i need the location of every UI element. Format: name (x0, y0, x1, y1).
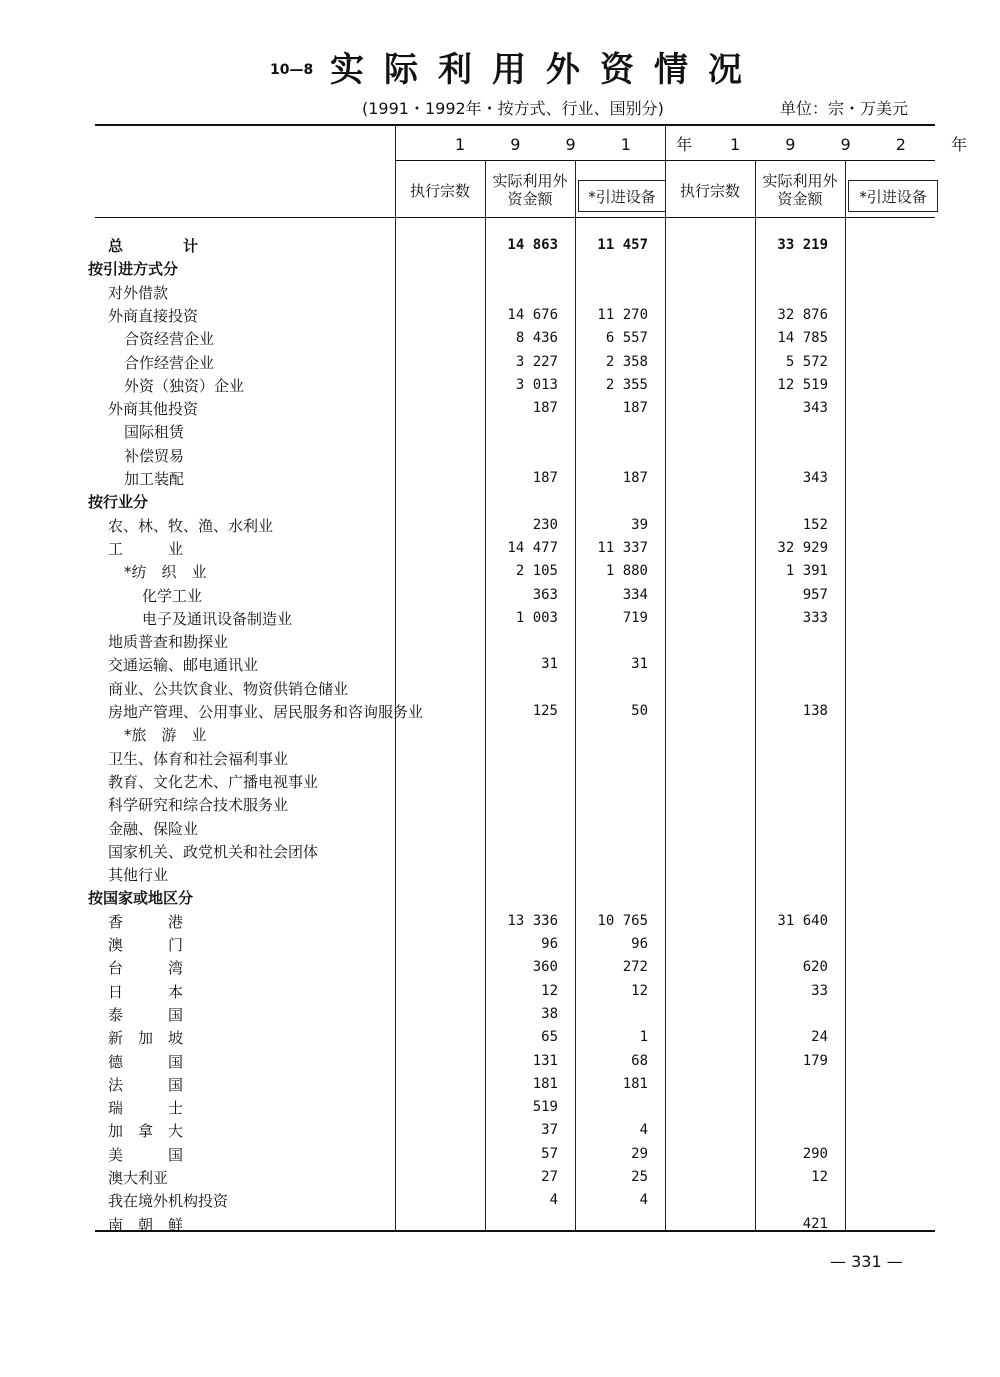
value-1991-equipment: 12 (631, 983, 648, 999)
value-1991-amount: 360 (532, 959, 558, 975)
table-row (0, 1027, 1000, 1050)
value-1992-amount: 957 (802, 587, 828, 603)
header-col-equip-1991: *引进设备 (588, 188, 656, 206)
value-1992-amount: 12 (811, 1169, 828, 1185)
value-1991-amount: 131 (532, 1053, 558, 1069)
row-label: 德 国 (108, 1053, 184, 1071)
value-1991-equipment: 29 (631, 1146, 648, 1162)
table-row (0, 375, 1000, 398)
value-1991-amount: 4 (549, 1192, 558, 1208)
row-label: 按行业分 (88, 493, 149, 511)
table-row (0, 538, 1000, 561)
top-rule (95, 124, 935, 126)
value-1991-equipment: 31 (631, 656, 648, 672)
value-1991-amount: 37 (541, 1122, 558, 1138)
value-1991-equipment: 719 (622, 610, 648, 626)
row-label: *旅 游 业 (124, 726, 207, 744)
value-1991-equipment: 11 457 (597, 237, 648, 253)
table-row (0, 771, 1000, 794)
value-1991-equipment: 1 (639, 1029, 648, 1045)
value-1991-equipment: 39 (631, 517, 648, 533)
value-1992-amount: 12 519 (777, 377, 828, 393)
table-row (0, 328, 1000, 351)
value-1991-amount: 8 436 (515, 330, 558, 346)
row-label: *纺 织 业 (124, 563, 207, 581)
table-row (0, 678, 1000, 701)
value-1991-amount: 31 (541, 656, 558, 672)
row-label: 我在境外机构投资 (108, 1192, 229, 1210)
table-row (0, 654, 1000, 677)
table-row (0, 468, 1000, 491)
value-1992-amount: 33 219 (777, 237, 828, 253)
table-row (0, 701, 1000, 724)
table-row (0, 1051, 1000, 1074)
header-col-equip-1992: *引进设备 (859, 188, 927, 206)
row-label: 外商其他投资 (108, 400, 199, 418)
table-row (0, 748, 1000, 771)
value-1991-equipment: 334 (622, 587, 648, 603)
value-1991-equipment: 50 (631, 703, 648, 719)
value-1992-amount: 5 572 (785, 354, 828, 370)
row-label: 合作经营企业 (124, 354, 215, 372)
value-1991-equipment: 187 (622, 470, 648, 486)
table-row (0, 421, 1000, 444)
table-row (0, 1144, 1000, 1167)
value-1991-equipment: 272 (622, 959, 648, 975)
value-1992-amount: 343 (802, 470, 828, 486)
table-row (0, 445, 1000, 468)
row-label: 工 业 (108, 540, 184, 558)
row-label: 对外借款 (108, 284, 169, 302)
row-label: 交通运输、邮电通讯业 (108, 656, 259, 674)
row-label: 新 加 坡 (108, 1029, 184, 1047)
row-label: 瑞 士 (108, 1099, 184, 1117)
row-label: 化学工业 (142, 587, 203, 605)
row-label: 泰 国 (108, 1006, 184, 1024)
row-label: 电子及通讯设备制造业 (142, 610, 293, 628)
value-1991-equipment: 4 (639, 1192, 648, 1208)
value-1991-amount: 181 (532, 1076, 558, 1092)
row-label: 法 国 (108, 1076, 184, 1094)
header-bottom-rule (95, 217, 935, 218)
header-col-amount-1991: 实际利用外资金额 (492, 172, 568, 208)
value-1991-equipment: 187 (622, 400, 648, 416)
table-row (0, 608, 1000, 631)
value-1991-amount: 187 (532, 470, 558, 486)
value-1992-amount: 33 (811, 983, 828, 999)
value-1991-amount: 1 003 (515, 610, 558, 626)
row-label: 外资（独资）企业 (124, 377, 245, 395)
value-1991-equipment: 25 (631, 1169, 648, 1185)
header-col-amount-1992: 实际利用外资金额 (762, 172, 838, 208)
table-row (0, 794, 1000, 817)
row-label: 加 拿 大 (108, 1122, 184, 1140)
table-row (0, 282, 1000, 305)
unit-label: 单位：宗・万美元 (780, 99, 909, 118)
header-col-count-1991: 执行宗数 (409, 182, 470, 200)
value-1991-amount: 96 (541, 936, 558, 952)
row-label: 日 本 (108, 983, 184, 1001)
value-1992-amount: 290 (802, 1146, 828, 1162)
value-1992-amount: 620 (802, 959, 828, 975)
value-1991-amount: 2 105 (515, 563, 558, 579)
value-1991-equipment: 10 765 (597, 913, 648, 929)
table-row (0, 818, 1000, 841)
value-1992-amount: 31 640 (777, 913, 828, 929)
table-row (0, 561, 1000, 584)
table-row (0, 1097, 1000, 1120)
value-1991-amount: 14 676 (507, 307, 558, 323)
table-row (0, 887, 1000, 910)
page-number: — 331 — (830, 1252, 903, 1271)
row-label: 补偿贸易 (124, 447, 185, 465)
table-row (0, 352, 1000, 375)
value-1992-amount: 14 785 (777, 330, 828, 346)
value-1991-amount: 57 (541, 1146, 558, 1162)
table-row (0, 864, 1000, 887)
header-col-count-1992: 执行宗数 (679, 182, 740, 200)
row-label: 商业、公共饮食业、物资供销仓储业 (108, 680, 349, 698)
header-year-1992: 1 9 9 2 年 (730, 135, 988, 154)
row-label: 香 港 (108, 913, 184, 931)
value-1991-amount: 230 (532, 517, 558, 533)
value-1992-amount: 421 (802, 1216, 828, 1232)
value-1991-amount: 363 (532, 587, 558, 603)
value-1992-amount: 32 876 (777, 307, 828, 323)
value-1991-equipment: 2 358 (605, 354, 648, 370)
value-1991-amount: 38 (541, 1006, 558, 1022)
row-label: 南 朝 鲜 (108, 1216, 184, 1234)
value-1991-amount: 14 477 (507, 540, 558, 556)
value-1992-amount: 32 929 (777, 540, 828, 556)
row-label: 合资经营企业 (124, 330, 215, 348)
value-1991-equipment: 11 270 (597, 307, 648, 323)
row-label: 地质普查和勘探业 (108, 633, 229, 651)
value-1991-amount: 12 (541, 983, 558, 999)
page-title: 实际利用外资情况 (330, 50, 762, 90)
value-1991-equipment: 1 880 (605, 563, 648, 579)
value-1991-amount: 14 863 (507, 237, 558, 253)
value-1991-amount: 3 227 (515, 354, 558, 370)
row-label: 科学研究和综合技术服务业 (108, 796, 289, 814)
row-label: 外商直接投资 (108, 307, 199, 325)
value-1991-amount: 3 013 (515, 377, 558, 393)
table-row (0, 585, 1000, 608)
table-row (0, 1167, 1000, 1190)
header-year-1991: 1 9 9 1 年 (455, 135, 713, 154)
table-row (0, 1074, 1000, 1097)
row-label: 农、林、牧、渔、水利业 (108, 517, 274, 535)
table-row (0, 305, 1000, 328)
table-row (0, 957, 1000, 980)
table-row (0, 1120, 1000, 1143)
title-number: 10—8 (270, 62, 314, 78)
table-row (0, 841, 1000, 864)
table-row (0, 911, 1000, 934)
row-label: 按国家或地区分 (88, 889, 194, 907)
row-label: 其他行业 (108, 866, 169, 884)
table-row (0, 235, 1000, 258)
value-1992-amount: 24 (811, 1029, 828, 1045)
value-1992-amount: 333 (802, 610, 828, 626)
table-row (0, 491, 1000, 514)
table-row (0, 631, 1000, 654)
table-row (0, 981, 1000, 1004)
value-1991-equipment: 6 557 (605, 330, 648, 346)
table-row (0, 1004, 1000, 1027)
value-1992-amount: 1 391 (785, 563, 828, 579)
row-label: 总 计 (108, 237, 199, 255)
row-label: 澳大利亚 (108, 1169, 169, 1187)
row-label: 国际租赁 (124, 423, 185, 441)
table-row (0, 1214, 1000, 1237)
table-row (0, 258, 1000, 281)
table-row (0, 934, 1000, 957)
value-1991-amount: 519 (532, 1099, 558, 1115)
value-1992-amount: 138 (802, 703, 828, 719)
row-label: 房地产管理、公用事业、居民服务和咨询服务业 (108, 703, 424, 721)
row-label: 教育、文化艺术、广播电视事业 (108, 773, 319, 791)
table-row (0, 724, 1000, 747)
value-1991-amount: 27 (541, 1169, 558, 1185)
row-label: 美 国 (108, 1146, 184, 1164)
table-row (0, 398, 1000, 421)
value-1991-amount: 13 336 (507, 913, 558, 929)
row-label: 国家机关、政党机关和社会团体 (108, 843, 319, 861)
value-1991-equipment: 96 (631, 936, 648, 952)
row-label: 台 湾 (108, 959, 184, 977)
value-1991-equipment: 68 (631, 1053, 648, 1069)
row-label: 加工装配 (124, 470, 185, 488)
table-row (0, 1190, 1000, 1213)
value-1991-amount: 65 (541, 1029, 558, 1045)
row-label: 金融、保险业 (108, 820, 199, 838)
value-1992-amount: 179 (802, 1053, 828, 1069)
row-label: 按引进方式分 (88, 260, 179, 278)
value-1991-equipment: 2 355 (605, 377, 648, 393)
value-1991-equipment: 4 (639, 1122, 648, 1138)
value-1991-equipment: 181 (622, 1076, 648, 1092)
table-row (0, 515, 1000, 538)
value-1991-amount: 125 (532, 703, 558, 719)
value-1992-amount: 343 (802, 400, 828, 416)
row-label: 澳 门 (108, 936, 184, 954)
row-label: 卫生、体育和社会福利事业 (108, 750, 289, 768)
value-1991-equipment: 11 337 (597, 540, 648, 556)
value-1992-amount: 152 (802, 517, 828, 533)
subtitle: (1991・1992年・按方式、行业、国别分) (362, 99, 664, 118)
value-1991-amount: 187 (532, 400, 558, 416)
